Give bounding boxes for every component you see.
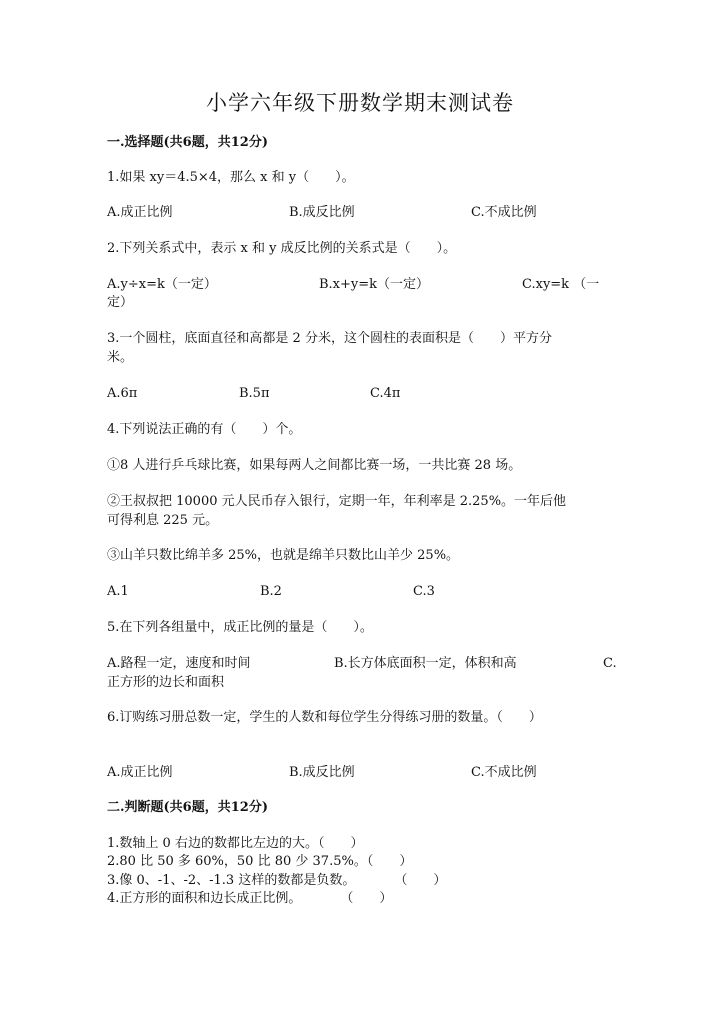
question-3-stem-line1: 3.一个圆柱，底面直径和高都是 2 分米，这个圆柱的表面积是（ ）平方分 [107,331,552,346]
question-4-statement-2-line1: ②王叔叔把 10000 元人民币存入银行，定期一年，年利率是 2.25%。一年后他 [107,494,567,509]
judge-item: 2.80 比 50 多 60%，50 比 80 少 37.5%。（ ） [107,854,413,869]
question-5-option-b: B.长方体底面积一定，体积和高 [334,656,517,671]
question-2-stem: 2.下列关系式中，表示 x 和 y 成反比例的关系式是（ ）。 [107,241,457,256]
judge-item: 4.正方形的面积和边长成正比例。 （ ） [107,891,393,906]
section-heading-judge: 二.判断题(共6题，共12分) [107,800,268,815]
question-6-stem: 6.订购练习册总数一定，学生的人数和每位学生分得练习册的数量。（ ） [107,710,542,725]
question-4-stem: 4.下列说法正确的有（ ）个。 [107,422,302,437]
question-1-option-a: A.成正比例 [107,205,173,220]
question-4-statement-1: ①8 人进行乒乓球比赛，如果每两人之间都比赛一场，一共比赛 28 场。 [107,458,522,473]
question-4-option-a: A.1 [107,584,129,599]
question-1-stem: 1.如果 xy＝4.5×4，那么 x 和 y（ ）。 [107,170,355,185]
question-5-stem: 5.在下列各组量中，成正比例的量是（ ）。 [107,620,373,635]
question-5-option-a: A.路程一定，速度和时间 [107,656,251,671]
question-4-option-c: C.3 [413,584,435,599]
question-2-option-b: B.x+y=k（一定） [319,277,430,292]
question-2-option-a: A.y÷x=k（一定） [107,277,217,292]
section-heading-choice: 一.选择题(共6题，共12分) [107,135,268,150]
question-1-option-c: C.不成比例 [471,205,537,220]
question-4-statement-2-line2: 可得利息 225 元。 [107,513,219,528]
question-6-option-b: B.成反比例 [289,765,355,780]
question-2-option-c: C.xy=k （一 [522,277,600,292]
judge-item: 1.数轴上 0 右边的数都比左边的大。（ ） [107,836,364,851]
question-3-option-a: A.6π [107,386,138,401]
question-3-option-b: B.5π [239,386,270,401]
question-5-option-c: C. [603,656,617,671]
page-title: 小学六年级下册数学期末测试卷 [206,91,514,115]
question-4-option-b: B.2 [260,584,282,599]
question-4-statement-3: ③山羊只数比绵羊多 25%，也就是绵羊只数比山羊少 25%。 [107,548,460,563]
question-2-option-c-cont: 定） [107,295,134,310]
question-3-stem-line2: 米。 [107,350,134,365]
question-6-option-c: C.不成比例 [471,765,537,780]
question-3-option-c: C.4π [370,386,401,401]
question-1-option-b: B.成反比例 [289,205,355,220]
judge-item: 3.像 0、-1、-2、-1.3 这样的数都是负数。 （ ） [107,873,447,888]
question-6-option-a: A.成正比例 [107,765,173,780]
question-5-option-c-cont: 正方形的边长和面积 [107,675,225,690]
